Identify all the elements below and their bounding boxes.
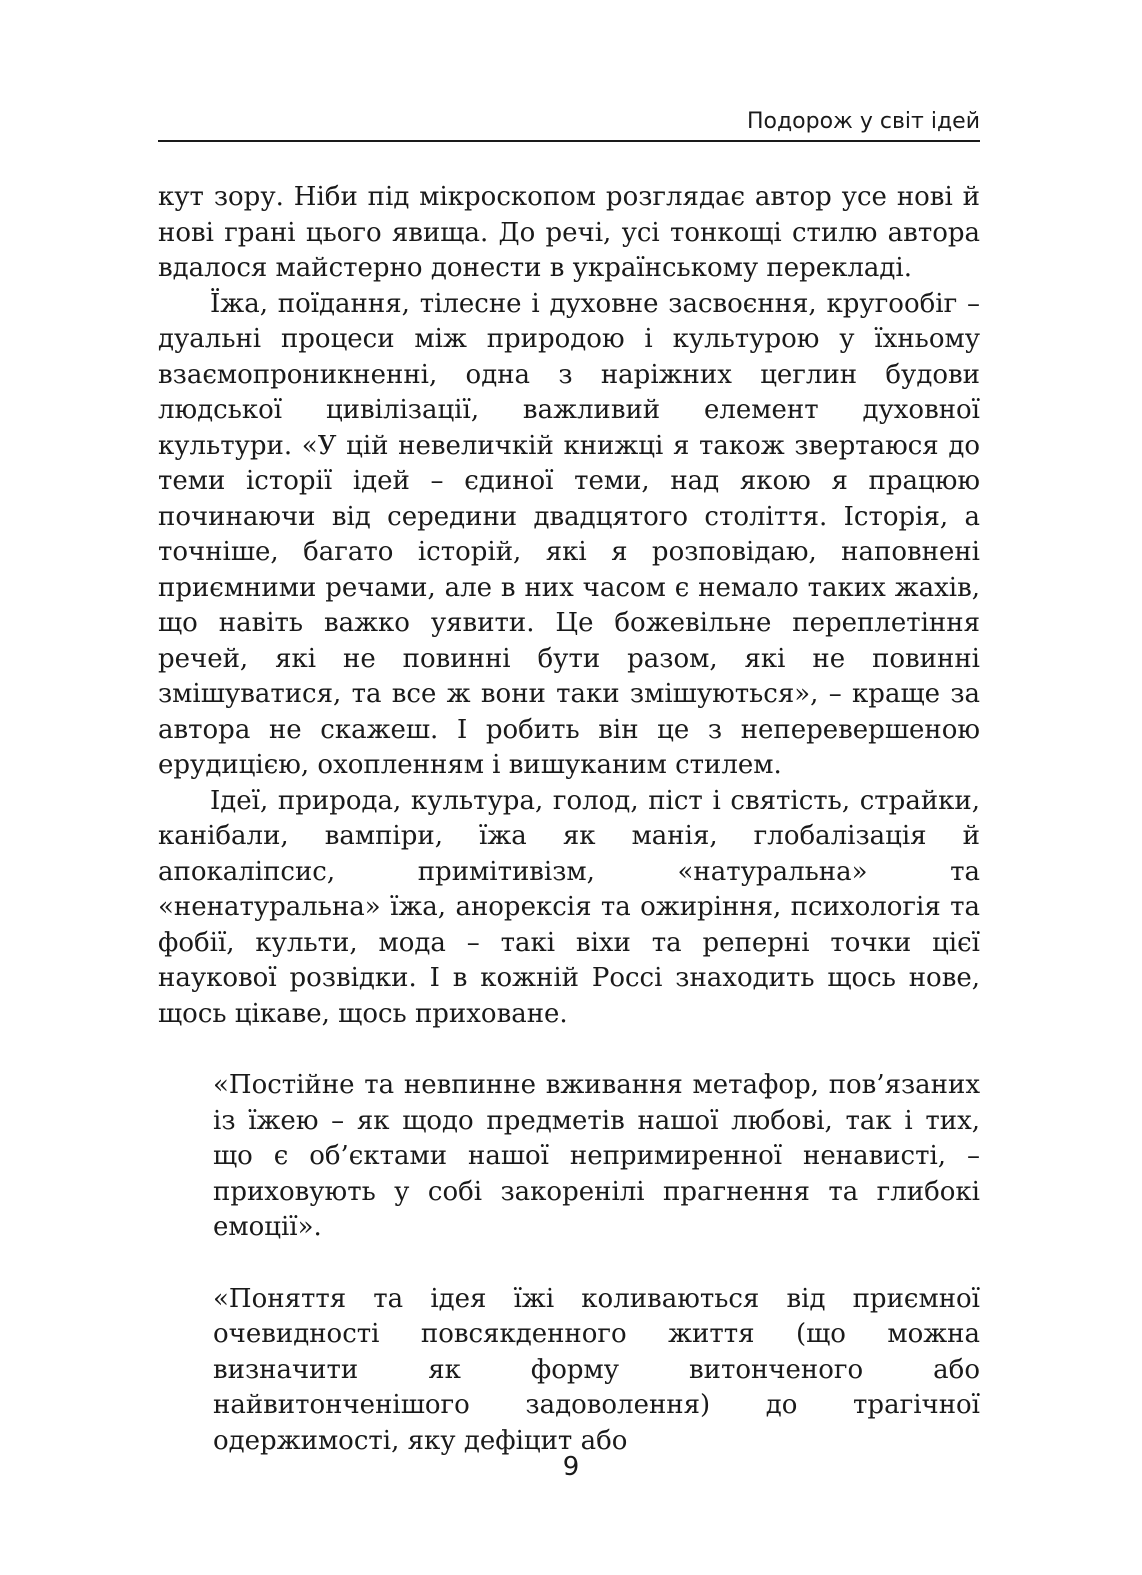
paragraph-continued: кут зору. Ніби під мікроскопом розглядає автор усе нові й нові грані цього явища. До речі, усі тонкощі стилю автора вдалося майстерно донести в українському перекладі.: [158, 182, 980, 283]
header-rule: [158, 140, 980, 142]
running-head: Подорож у світ ідей: [746, 109, 980, 134]
body-text: [158, 180, 980, 1459]
page-number: 9: [562, 1452, 580, 1482]
block-quote-metaphors: «Постійне та невпинне вживання метафор, пов’язаних із їжею – як щодо предметів нашої любові, так і тих, що є об’єктами нашої непримиренної ненависті, – приховують у собі закоренілі прагнення та глибокі емоції».: [213, 1070, 980, 1242]
paragraph-food-duality: Їжа, поїдання, тілесне і духовне засвоєння, кругообіг – дуальні процеси між природою і культурою у їхньому взаємопроникненні, одна з наріжних цеглин будови людської цивілізації, важливий елемент духовної культури. «У цій невеличкій книжці я також звертаюся до теми історії ідей – єдиної теми, над якою я працюю починаючи від середини двадцятого століття. Історія, а точніше, багато історій, які я розповідаю, наповнені приємними речами, але в них часом є немало таких жахів, що навіть важко уявити. Це божевільне переплетіння речей, які не повинні бути разом, які не повинні змішуватися, та все ж вони таки змішуються», – краще за автора не скажеш. І робить він це з неперевершеною ерудицією, охопленням і вишуканим стилем.: [158, 288, 980, 780]
paragraph-themes: Ідеї, природа, культура, голод, піст і святість, страйки, канібали, вампіри, їжа як манія, глобалізація й апокаліпсис, примітивізм, «натуральна» та «ненатуральна» їжа, анорексія та ожиріння, психологія та фобії, культи, мода – такі віхи та реперні точки цієї наукової розвідки. І в кожній Россі знаходить щось нове, щось цікаве, щось приховане.: [158, 785, 980, 1029]
block-quote-idea-of-food: «Поняття та ідея їжі коливаються від приємної очевидності повсякденного життя (що можна визначити як форму витонченого або найвитонченішого задоволення) до трагічної одержимості, яку дефіцит або: [213, 1283, 980, 1456]
